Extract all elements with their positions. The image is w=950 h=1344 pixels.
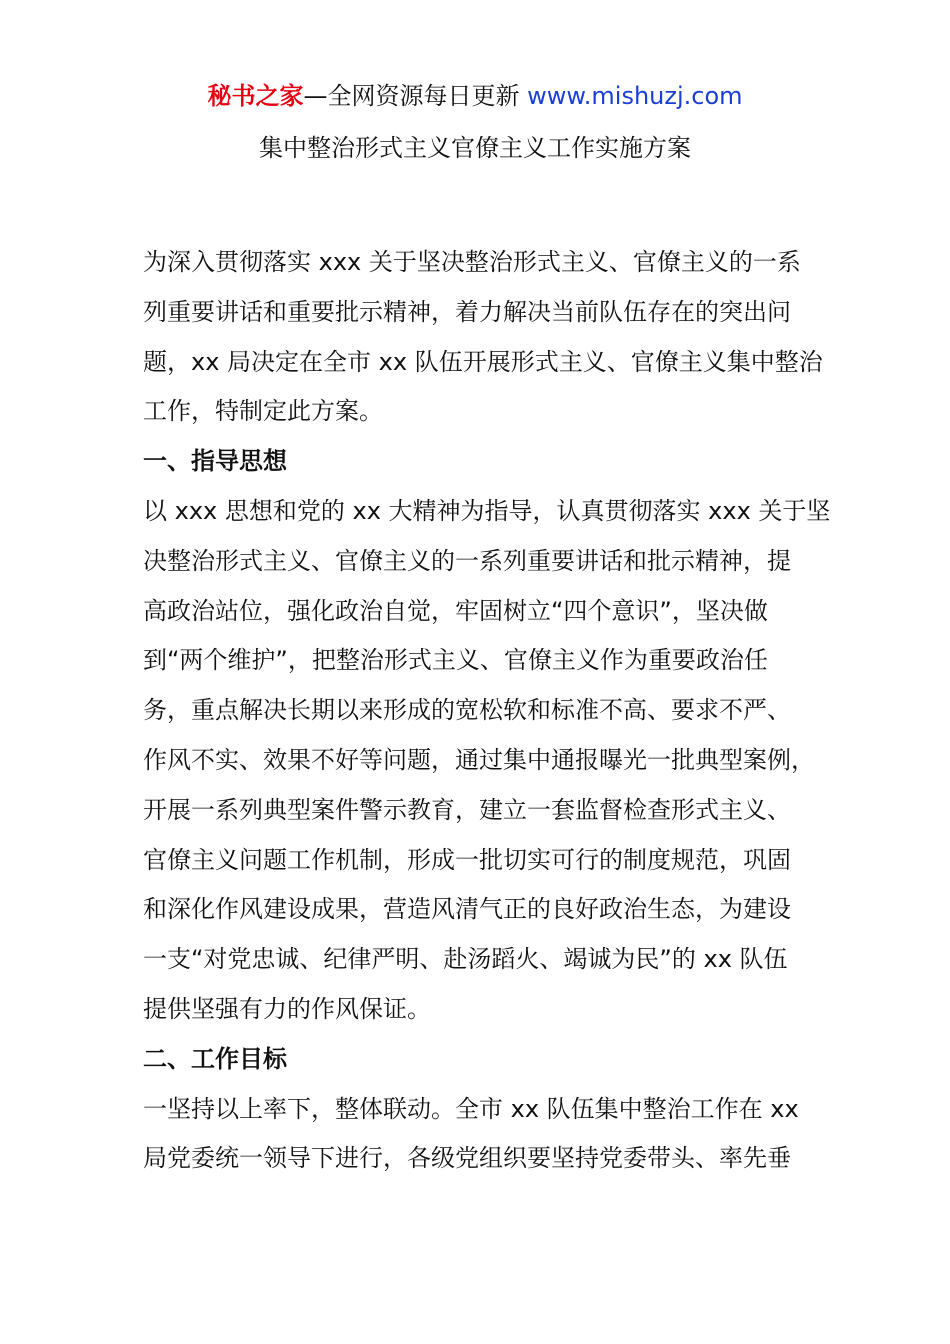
paragraph-line: 一支“对党忠诚、纪律严明、赴汤蹈火、竭诚为民”的 xx 队伍	[143, 945, 788, 974]
intro-line: 列重要讲话和重要批示精神，着力解决当前队伍存在的突出问	[143, 297, 791, 326]
header-tagline: —全网资源每日更新	[303, 82, 528, 110]
paragraph-line: 决整治形式主义、官僚主义的一系列重要讲话和批示精神，提	[143, 546, 791, 575]
site-url-link[interactable]: www.mishuzj.com	[527, 82, 743, 110]
paragraph-line: 到“两个维护”，把整治形式主义、官僚主义作为重要政治任	[143, 646, 768, 675]
section-heading-work-goals: 二、工作目标	[143, 1044, 287, 1073]
paragraph-line: 开展一系列典型案件警示教育，建立一套监督检查形式主义、	[143, 795, 791, 824]
paragraph-line: 和深化作风建设成果，营造风清气正的良好政治生态，为建设	[143, 895, 791, 924]
paragraph-line: 作风不实、效果不好等问题，通过集中通报曝光一批典型案例，	[143, 745, 815, 774]
paragraph-line: 官僚主义问题工作机制，形成一批切实可行的制度规范，巩固	[143, 845, 791, 874]
document-body	[143, 238, 833, 1184]
paragraph-line: 务，重点解决长期以来形成的宽松软和标准不高、要求不严、	[143, 696, 791, 725]
paragraph-line: 高政治站位，强化政治自觉，牢固树立“四个意识”，坚决做	[143, 596, 768, 625]
site-header	[0, 80, 950, 112]
intro-line: 题，xx 局决定在全市 xx 队伍开展形式主义、官僚主义集中整治	[143, 347, 823, 376]
intro-line: 为深入贯彻落实 xxx 关于坚决整治形式主义、官僚主义的一系	[143, 248, 801, 276]
paragraph-line: 局党委统一领导下进行，各级党组织要坚持党委带头、率先垂	[143, 1144, 791, 1173]
section-heading-guiding-thought: 一、指导思想	[143, 447, 287, 476]
paragraph-line: 一坚持以上率下，整体联动。全市 xx 队伍集中整治工作在 xx	[143, 1094, 799, 1123]
document-title: 集中整治形式主义官僚主义工作实施方案	[259, 134, 691, 162]
paragraph-line: 以 xxx 思想和党的 xx 大精神为指导，认真贯彻落实 xxx 关于坚	[143, 496, 831, 525]
brand-name: 秘书之家	[207, 82, 304, 110]
paragraph-line: 提供坚强有力的作风保证。	[143, 994, 431, 1023]
intro-line: 工作，特制定此方案。	[143, 397, 383, 426]
